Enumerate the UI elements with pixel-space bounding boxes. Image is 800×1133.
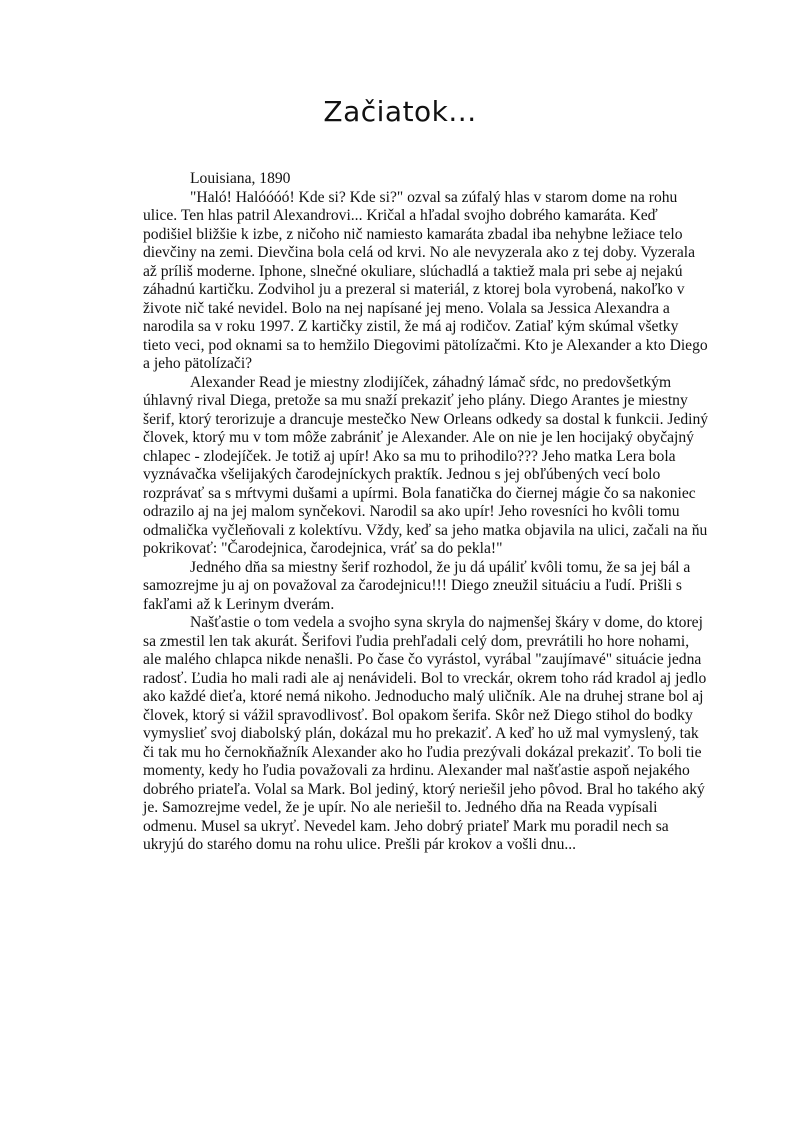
- paragraph-1: "Haló! Halóóóó! Kde si? Kde si?" ozval sa zúfalý hlas v starom dome na rohu ulice. Ten hlas patril Alexandrovi... Kričal a hľadal svojho dobrého kamaráta. Keď podišiel bližšie k izbe, z ničoho nič namiesto kamaráta zbadal iba nehybne ležiace telo dievčiny na zemi. Dievčina bola celá od krvi. No ale nevyzerala ako z tej doby. Vyzerala až príliš moderne. Iphone, slnečné okuliare, slúchadlá a taktiež mala pri sebe aj nejakú záhadnú kartičku. Zodvihol ju a prezeral si materiál, z ktorej bola vyrobená, nakoľko v živote nič také nevidel. Bolo na nej napísané jej meno. Volala sa Jessica Alexandra a narodila sa v roku 1997. Z kartičky zistil, že má aj rodičov. Zatiaľ kým skúmal všetky tieto veci, pod oknami sa to hemžilo Diegovimi pätolízačmi. Kto je Alexander a kto Diego a jeho pätolízači?: [143, 188, 708, 372]
- paragraph-4: Našťastie o tom vedela a svojho syna skryla do najmenšej škáry v dome, do ktorej sa zmestil len tak akurát. Šerifovi ľudia prehľadali celý dom, prevrátili ho hore nohami, ale malého chlapca nikde nenašli. Po čase čo vyrástol, vyrábal "zaujímavé" situácie jedna radosť. Ľudia ho mali radi ale aj nenávideli. Bol to vreckár, okrem toho rád kradol aj jedlo ako každé dieťa, ktoré nemá nikoho. Jednoducho malý uličník. Ale na druhej strane bol aj človek, ktorý si vážil spravodlivosť. Bol opakom šerifa. Skôr než Diego stihol do bodky vymyslieť svoj diabolský plán, dokázal mu ho prekaziť. A keď ho už mal vymyslený, tak či tak mu ho černokňažník Alexander ako ho ľudia prezývali dokázal prekaziť. To boli tie momenty, kedy ho ľudia považovali za hrdinu. Alexander mal našťastie aspoň nejakého dobrého priateľa. Volal sa Mark. Bol jediný, ktorý neriešil jeho pôvod. Bral ho takého aký je. Samozrejme vedel, že je upír. No ale neriešil to. Jedného dňa na Reada vypísali odmenu. Musel sa ukryť. Nevedel kam. Jeho dobrý priateľ Mark mu poradil nech sa ukryjú do starého domu na rohu ulice. Prešli pár krokov a vošli dnu...: [143, 614, 707, 853]
- page-title: Začiatok...: [323, 95, 477, 128]
- place-date: Louisiana, 1890: [190, 170, 291, 187]
- paragraph-3: Jedného dňa sa miestny šerif rozhodol, že ju dá upáliť kvôli tomu, že sa jej bál a samozrejme ju aj on považoval za čarodejnicu!!! Diego zneužil situáciu a ľudí. Prišli s fakľami až k Lerinym dverám.: [143, 558, 691, 613]
- paragraph-2: Alexander Read je miestny zlodijíček, záhadný lámač sŕdc, no predovšetkým úhlavný rival Diega, pretože sa mu snaží prekaziť jeho plány. Diego Arantes je miestny šerif, ktorý terorizuje a drancuje mestečko New Orleans odkedy sa dostal k funkcii. Jediný človek, ktorý mu v tom môže zabrániť je Alexander. Ale on nie je len hocijaký obyčajný chlapec - zlodejíček. Je totiž aj upír! Ako sa mu to prihodilo??? Jeho matka Lera bola vyznávačka všelijakých čarodejníckych praktík. Jednou s jej obľúbených vecí bolo rozprávať sa s mŕtvymi dušami a upírmi. Bola fanatička do čiernej mágie čo sa nakoniec odrazilo aj na jej malom synčekovi. Narodil sa ako upír! Jeho rovesníci ho kvôli tomu odmalička vyčleňovali z kolektívu. Vždy, keď sa jeho matka objavila na ulici, začali na ňu pokrikovať: "Čarodejnica, čarodejnica, vráť sa do pekla!": [143, 373, 709, 557]
- story-text: [143, 170, 709, 855]
